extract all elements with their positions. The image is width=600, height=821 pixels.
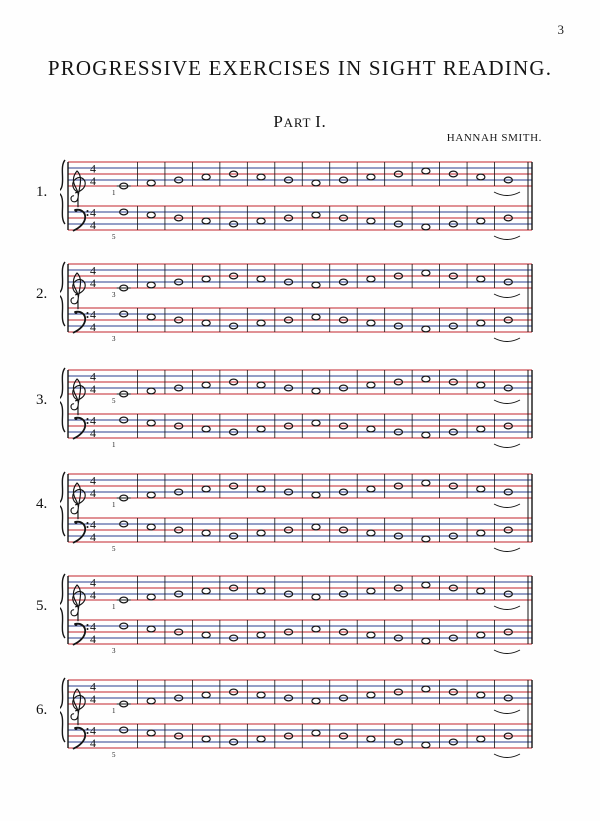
music-system <box>36 668 540 768</box>
grand-staff <box>60 358 540 458</box>
svg-text:4: 4 <box>90 382 96 396</box>
svg-text:4: 4 <box>90 486 96 500</box>
grand-staff <box>60 462 540 562</box>
part-heading <box>0 112 600 132</box>
svg-text:1: 1 <box>112 441 116 449</box>
svg-text:4: 4 <box>90 276 96 290</box>
svg-text:1: 1 <box>112 707 116 715</box>
svg-text:4: 4 <box>90 218 96 232</box>
svg-text:5: 5 <box>112 751 116 759</box>
grand-staff <box>60 564 540 664</box>
svg-text:1: 1 <box>112 501 116 509</box>
svg-text:1: 1 <box>112 189 116 197</box>
part-label-numeral: I. <box>315 112 327 131</box>
svg-text:4: 4 <box>90 369 96 384</box>
svg-text:4: 4 <box>90 530 96 544</box>
svg-text:4: 4 <box>90 575 96 590</box>
svg-text:5: 5 <box>112 233 116 241</box>
exercise-number: 2. <box>36 286 48 302</box>
exercise-number: 6. <box>36 702 48 718</box>
svg-text:4: 4 <box>90 263 96 278</box>
exercise-number: 5. <box>36 598 48 614</box>
exercise-number: 1. <box>36 184 48 200</box>
svg-text:5: 5 <box>112 397 116 405</box>
music-system <box>36 462 540 562</box>
svg-text:5: 5 <box>112 545 116 553</box>
svg-text:4: 4 <box>90 517 96 532</box>
svg-text:4: 4 <box>90 320 96 334</box>
part-label-p: P <box>273 112 284 131</box>
svg-text:4: 4 <box>90 307 96 322</box>
composer-credit: HANNAH SMITH. <box>446 132 542 144</box>
svg-text:3: 3 <box>112 291 116 299</box>
svg-text:3: 3 <box>112 647 116 655</box>
svg-text:3: 3 <box>112 335 116 343</box>
music-system <box>36 150 540 250</box>
svg-text:4: 4 <box>90 426 96 440</box>
exercise-number: 3. <box>36 392 48 408</box>
exercise-number: 4. <box>36 496 48 512</box>
svg-text:4: 4 <box>90 723 96 738</box>
svg-text:1: 1 <box>112 603 116 611</box>
svg-text:4: 4 <box>90 588 96 602</box>
svg-text:4: 4 <box>90 174 96 188</box>
svg-text:4: 4 <box>90 632 96 646</box>
grand-staff <box>60 252 540 352</box>
grand-staff <box>60 668 540 768</box>
part-label-art: ART <box>283 115 316 130</box>
svg-text:4: 4 <box>90 692 96 706</box>
svg-text:4: 4 <box>90 619 96 634</box>
svg-text:4: 4 <box>90 205 96 220</box>
svg-text:4: 4 <box>90 161 96 176</box>
page-title: PROGRESSIVE EXERCISES IN SIGHT READING. <box>47 56 553 80</box>
music-system <box>36 252 540 352</box>
svg-text:4: 4 <box>90 413 96 428</box>
music-system <box>36 564 540 664</box>
music-system <box>36 358 540 458</box>
svg-text:4: 4 <box>90 473 96 488</box>
svg-text:4: 4 <box>90 679 96 694</box>
grand-staff <box>60 150 540 250</box>
svg-text:4: 4 <box>90 736 96 750</box>
page-number: 3 <box>557 22 564 37</box>
